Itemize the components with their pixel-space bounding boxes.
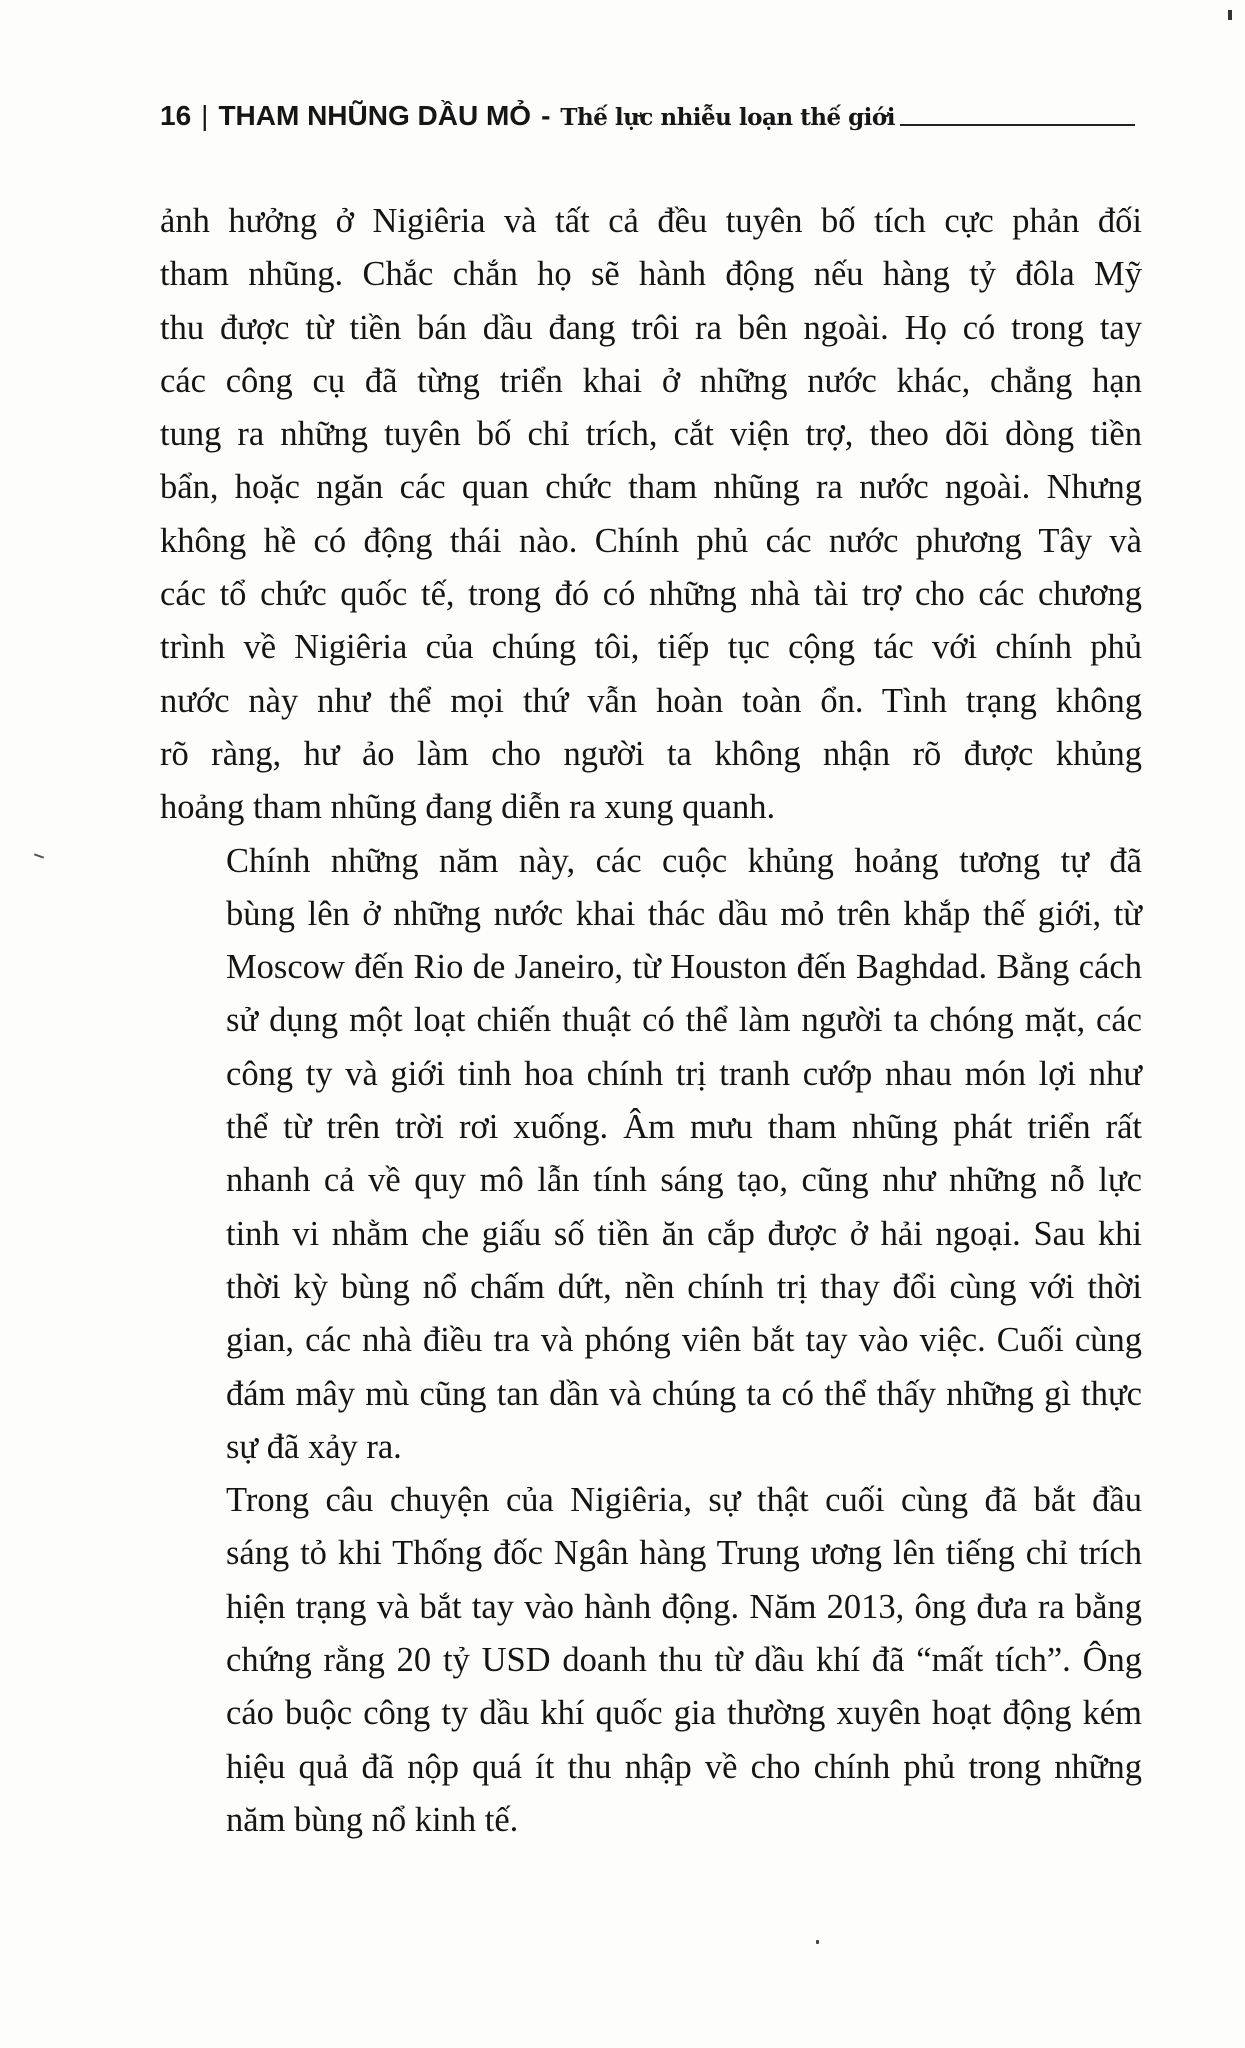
text-line: tung ra những tuyên bố chỉ trích, cắt viện trợ, theo dõi dòng tiền xyxy=(160,415,1142,454)
text-line: bùng lên ở những nước khai thác dầu mỏ trên khắp thế giới, từ xyxy=(226,894,1142,933)
text-line: hiệu quả đã nộp quá ít thu nhập về cho chính phủ trong những xyxy=(226,1747,1142,1786)
text-line: Moscow đến Rio de Janeiro, từ Houston đến Baghdad. Bằng cách xyxy=(226,948,1142,987)
paragraph-2 xyxy=(160,835,1142,1475)
text-line: Trong câu chuyện của Nigiêria, sự thật cuối cùng đã bắt đầu xyxy=(226,1481,1142,1520)
header-rule xyxy=(900,124,1135,126)
text-line: thời kỳ bùng nổ chấm dứt, nền chính trị thay đổi cùng với thời xyxy=(226,1267,1142,1306)
text-line: năm bùng nổ kinh tế. xyxy=(226,1800,519,1839)
text-line: gian, các nhà điều tra và phóng viên bắt tay vào việc. Cuối cùng xyxy=(226,1321,1142,1360)
text-line: hoảng tham nhũng đang diễn ra xung quanh. xyxy=(160,788,776,827)
text-line: bẩn, hoặc ngăn các quan chức tham nhũng ra nước ngoài. Nhưng xyxy=(160,468,1142,507)
text-line: các công cụ đã từng triển khai ở những nước khác, chẳng hạn xyxy=(160,361,1142,400)
text-line: trình về Nigiêria của chúng tôi, tiếp tục cộng tác với chính phủ xyxy=(160,628,1142,667)
paragraph-1 xyxy=(160,195,1142,835)
text-line: sự đã xảy ra. xyxy=(226,1427,402,1466)
running-header xyxy=(160,100,1140,140)
text-line: sử dụng một loạt chiến thuật có thể làm người ta chóng mặt, các xyxy=(226,1001,1142,1040)
text-line: chứng rằng 20 tỷ USD doanh thu từ dầu khí đã “mất tích”. Ông xyxy=(226,1641,1142,1680)
body-text xyxy=(160,195,1142,1847)
text-line: Chính những năm này, các cuộc khủng hoảng tương tự đã xyxy=(226,841,1142,880)
text-line: rõ ràng, hư ảo làm cho người ta không nhận rõ được khủng xyxy=(160,734,1142,773)
text-line: không hề có động thái nào. Chính phủ các nước phương Tây và xyxy=(160,521,1142,560)
margin-mark xyxy=(34,853,44,858)
text-line: thể từ trên trời rơi xuống. Âm mưu tham nhũng phát triển rất xyxy=(226,1108,1142,1147)
text-line: cáo buộc công ty dầu khí quốc gia thường xuyên hoạt động kém xyxy=(226,1694,1142,1733)
text-line: nước này như thể mọi thứ vẫn hoàn toàn ổn. Tình trạng không xyxy=(160,681,1142,720)
header-dash: - xyxy=(541,100,551,131)
scan-speck xyxy=(816,1940,819,1944)
text-line: ảnh hưởng ở Nigiêria và tất cả đều tuyên bố tích cực phản đối xyxy=(160,202,1142,240)
header-separator: | xyxy=(201,100,209,131)
paragraph-3 xyxy=(160,1474,1142,1847)
book-title: THAM NHŨNG DẦU MỎ xyxy=(218,100,532,131)
scan-corner-mark xyxy=(1228,10,1232,20)
book-subtitle: Thế lực nhiễu loạn thế giới xyxy=(560,104,895,131)
text-line: tinh vi nhằm che giấu số tiền ăn cắp được ở hải ngoại. Sau khi xyxy=(226,1214,1142,1253)
text-line: hiện trạng và bắt tay vào hành động. Năm 2013, ông đưa ra bằng xyxy=(226,1587,1142,1626)
text-line: công ty và giới tinh hoa chính trị tranh cướp nhau món lợi như xyxy=(226,1054,1142,1093)
text-line: sáng tỏ khi Thống đốc Ngân hàng Trung ương lên tiếng chỉ trích xyxy=(226,1534,1142,1573)
text-line: tham nhũng. Chắc chắn họ sẽ hành động nếu hàng tỷ đôla Mỹ xyxy=(160,255,1142,294)
page-number: 16 xyxy=(160,100,192,131)
text-line: các tổ chức quốc tế, trong đó có những nhà tài trợ cho các chương xyxy=(160,575,1142,614)
text-line: thu được từ tiền bán dầu đang trôi ra bên ngoài. Họ có trong tay xyxy=(160,308,1142,347)
text-line: đám mây mù cũng tan dần và chúng ta có thể thấy những gì thực xyxy=(226,1374,1142,1413)
text-line: nhanh cả về quy mô lẫn tính sáng tạo, cũng như những nỗ lực xyxy=(226,1161,1142,1200)
